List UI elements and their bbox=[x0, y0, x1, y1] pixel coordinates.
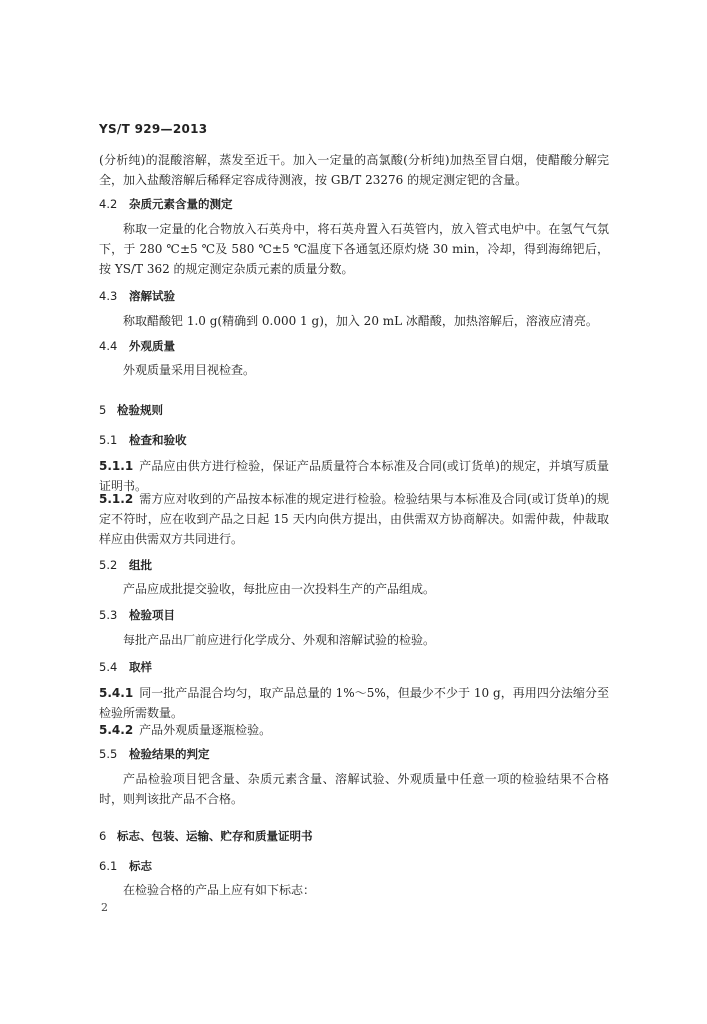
clause-5-4-1 bbox=[99, 683, 609, 723]
section-4-3-heading bbox=[99, 286, 175, 306]
clause-number: 5.1.2 bbox=[99, 492, 134, 506]
section-5-5-heading bbox=[99, 744, 210, 764]
document-code-header: YS/T 929—2013 bbox=[99, 122, 208, 136]
clause-number: 5.4.2 bbox=[99, 723, 134, 737]
section-number: 4.3 bbox=[99, 289, 118, 303]
section-title: 检验结果的判定 bbox=[129, 747, 210, 761]
chapter-title: 检验规则 bbox=[117, 403, 163, 417]
section-title: 杂质元素含量的测定 bbox=[129, 197, 233, 211]
clause-number: 5.1.1 bbox=[99, 459, 134, 473]
section-5-2-paragraph: 产品应成批提交验收，每批应由一次投料生产的产品组成。 bbox=[123, 582, 436, 596]
section-5-3-heading bbox=[99, 605, 175, 625]
clause-number: 5.4.1 bbox=[99, 686, 134, 700]
section-4-2-heading bbox=[99, 194, 233, 214]
section-number: 4.2 bbox=[99, 197, 118, 211]
section-4-4-heading bbox=[99, 336, 175, 356]
section-number: 5.4 bbox=[99, 660, 118, 674]
section-5-1-heading bbox=[99, 430, 187, 450]
section-6-1-paragraph: 在检验合格的产品上应有如下标志： bbox=[123, 883, 316, 897]
section-title: 溶解试验 bbox=[129, 289, 175, 303]
section-6-1-heading bbox=[99, 856, 152, 876]
section-5-3-paragraph: 每批产品出厂前应进行化学成分、外观和溶解试验的检验。 bbox=[123, 633, 436, 647]
clause-5-4-2 bbox=[99, 720, 609, 740]
section-title: 标志 bbox=[129, 859, 152, 873]
section-title: 取样 bbox=[129, 660, 152, 674]
chapter-number: 5 bbox=[99, 403, 107, 417]
section-5-4-heading bbox=[99, 657, 152, 677]
section-4-3-paragraph: 称取醋酸钯 1.0 g(精确到 0.000 1 g)，加入 20 mL 冰醋酸，加热溶解后，溶液应清亮。 bbox=[123, 314, 598, 328]
chapter-6-heading bbox=[99, 826, 313, 846]
clause-text: 需方应对收到的产品按本标准的规定进行检验。检验结果与本标准及合同(或订货单)的规定不符时，应在收到产品之日起 15 天内向供方提出，由供需双方协商解决。如需仲裁，仲裁取样应由供需双方共同进行。 bbox=[99, 492, 609, 546]
clause-text: 产品外观质量逐瓶检验。 bbox=[139, 723, 272, 737]
section-title: 检查和验收 bbox=[129, 433, 187, 447]
chapter-title: 标志、包装、运输、贮存和质量证明书 bbox=[117, 829, 313, 843]
section-title: 检验项目 bbox=[129, 608, 175, 622]
section-5-5-paragraph: 产品检验项目钯含量、杂质元素含量、溶解试验、外观质量中任意一项的检验结果不合格时，则判该批产品不合格。 bbox=[99, 772, 609, 806]
section-number: 5.3 bbox=[99, 608, 118, 622]
section-4-4-paragraph: 外观质量采用目视检查。 bbox=[123, 363, 256, 377]
page-number: 2 bbox=[101, 901, 108, 914]
clause-5-1-2 bbox=[99, 489, 609, 549]
chapter-5-heading bbox=[99, 400, 163, 420]
section-number: 6.1 bbox=[99, 859, 118, 873]
section-number: 5.5 bbox=[99, 747, 118, 761]
section-number: 5.2 bbox=[99, 558, 118, 572]
section-title: 组批 bbox=[129, 558, 152, 572]
clause-text: 同一批产品混合均匀，取产品总量的 1%～5%，但最少不少于 10 g，再用四分法缩分至检验所需数量。 bbox=[99, 686, 609, 720]
chapter-number: 6 bbox=[99, 829, 107, 843]
intro-paragraph: (分析纯)的混酸溶解，蒸发至近干。加入一定量的高氯酸(分析纯)加热至冒白烟，使醋酸分解完全，加入盐酸溶解后稀释定容成待测液，按 GB/T 23276 的规定测定钯的含量。 bbox=[99, 153, 609, 187]
section-5-2-heading bbox=[99, 555, 152, 575]
clause-text: 产品应由供方进行检验，保证产品质量符合本标准及合同(或订货单)的规定，并填写质量证明书。 bbox=[99, 459, 609, 493]
section-number: 4.4 bbox=[99, 339, 118, 353]
section-title: 外观质量 bbox=[129, 339, 175, 353]
section-4-2-paragraph: 称取一定量的化合物放入石英舟中，将石英舟置入石英管内，放入管式电炉中。在氢气气氛下，于 280 ℃±5 ℃及 580 ℃±5 ℃温度下各通氢还原灼烧 30 min，冷却，得到海绵钯后，按 YS/T 362 的规定测定杂质元素的质量分数。 bbox=[99, 222, 609, 276]
section-number: 5.1 bbox=[99, 433, 118, 447]
